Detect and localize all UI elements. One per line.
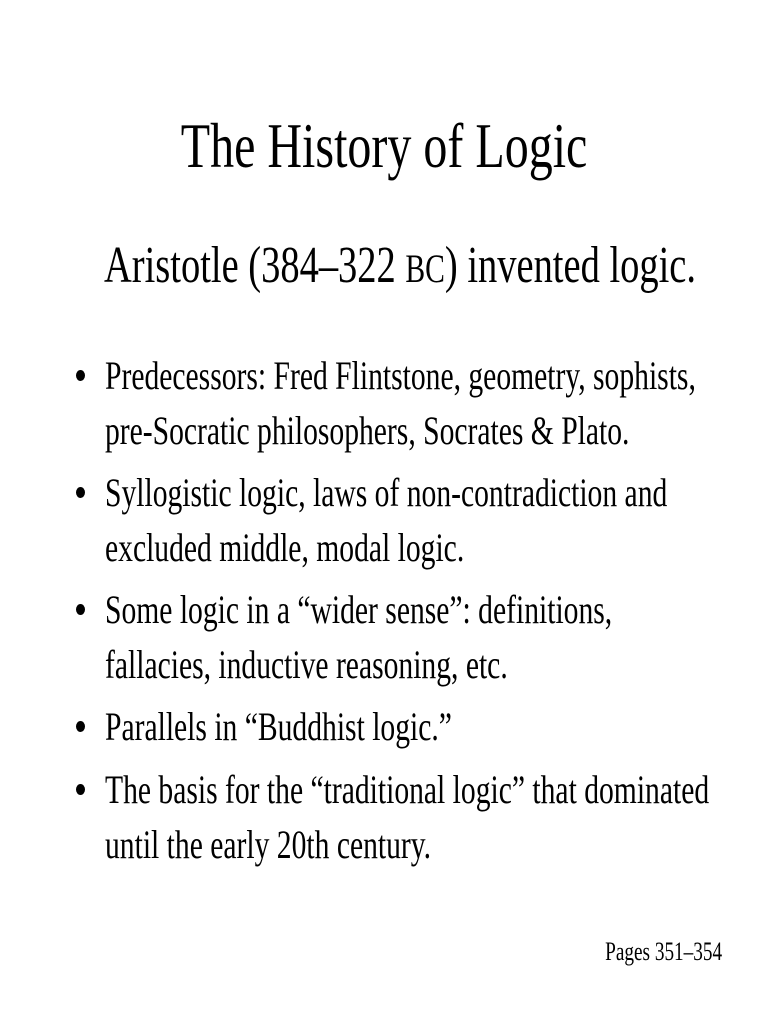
subtitle-before: Aristotle (384–322 [104, 237, 406, 294]
bullet-line: The basis for the “traditional logic” that dominated [105, 767, 710, 812]
bullet-line: fallacies, inductive reasoning, etc. [105, 642, 508, 687]
bullet-line: Predecessors: Fred Flintstone, geometry, sophists, [105, 353, 696, 398]
page-reference-text: Pages 351–354 [604, 937, 722, 966]
bullet-dot [76, 721, 85, 732]
bullet-line: until the early 20th century. [105, 822, 432, 867]
bullet-dot [76, 784, 85, 795]
slide-title-text: The History of Logic [180, 110, 588, 181]
bullet-line: Parallels in “Buddhist logic.” [105, 704, 452, 749]
bullet-dot [76, 370, 85, 381]
subtitle-after: ) invented logic. [444, 237, 697, 294]
bullet-line: excluded middle, modal logic. [105, 525, 465, 570]
page-reference [564, 936, 722, 968]
bullet-dot [76, 604, 85, 615]
bullet-dot [76, 487, 85, 498]
bullet-line: Syllogistic logic, laws of non-contradiction and [105, 470, 668, 515]
bullet-line: pre-Socratic philosophers, Socrates & Plato. [105, 408, 630, 453]
subtitle-era: BC [405, 246, 445, 291]
bullet-line: Some logic in a “wider sense”: definitions, [105, 587, 613, 632]
